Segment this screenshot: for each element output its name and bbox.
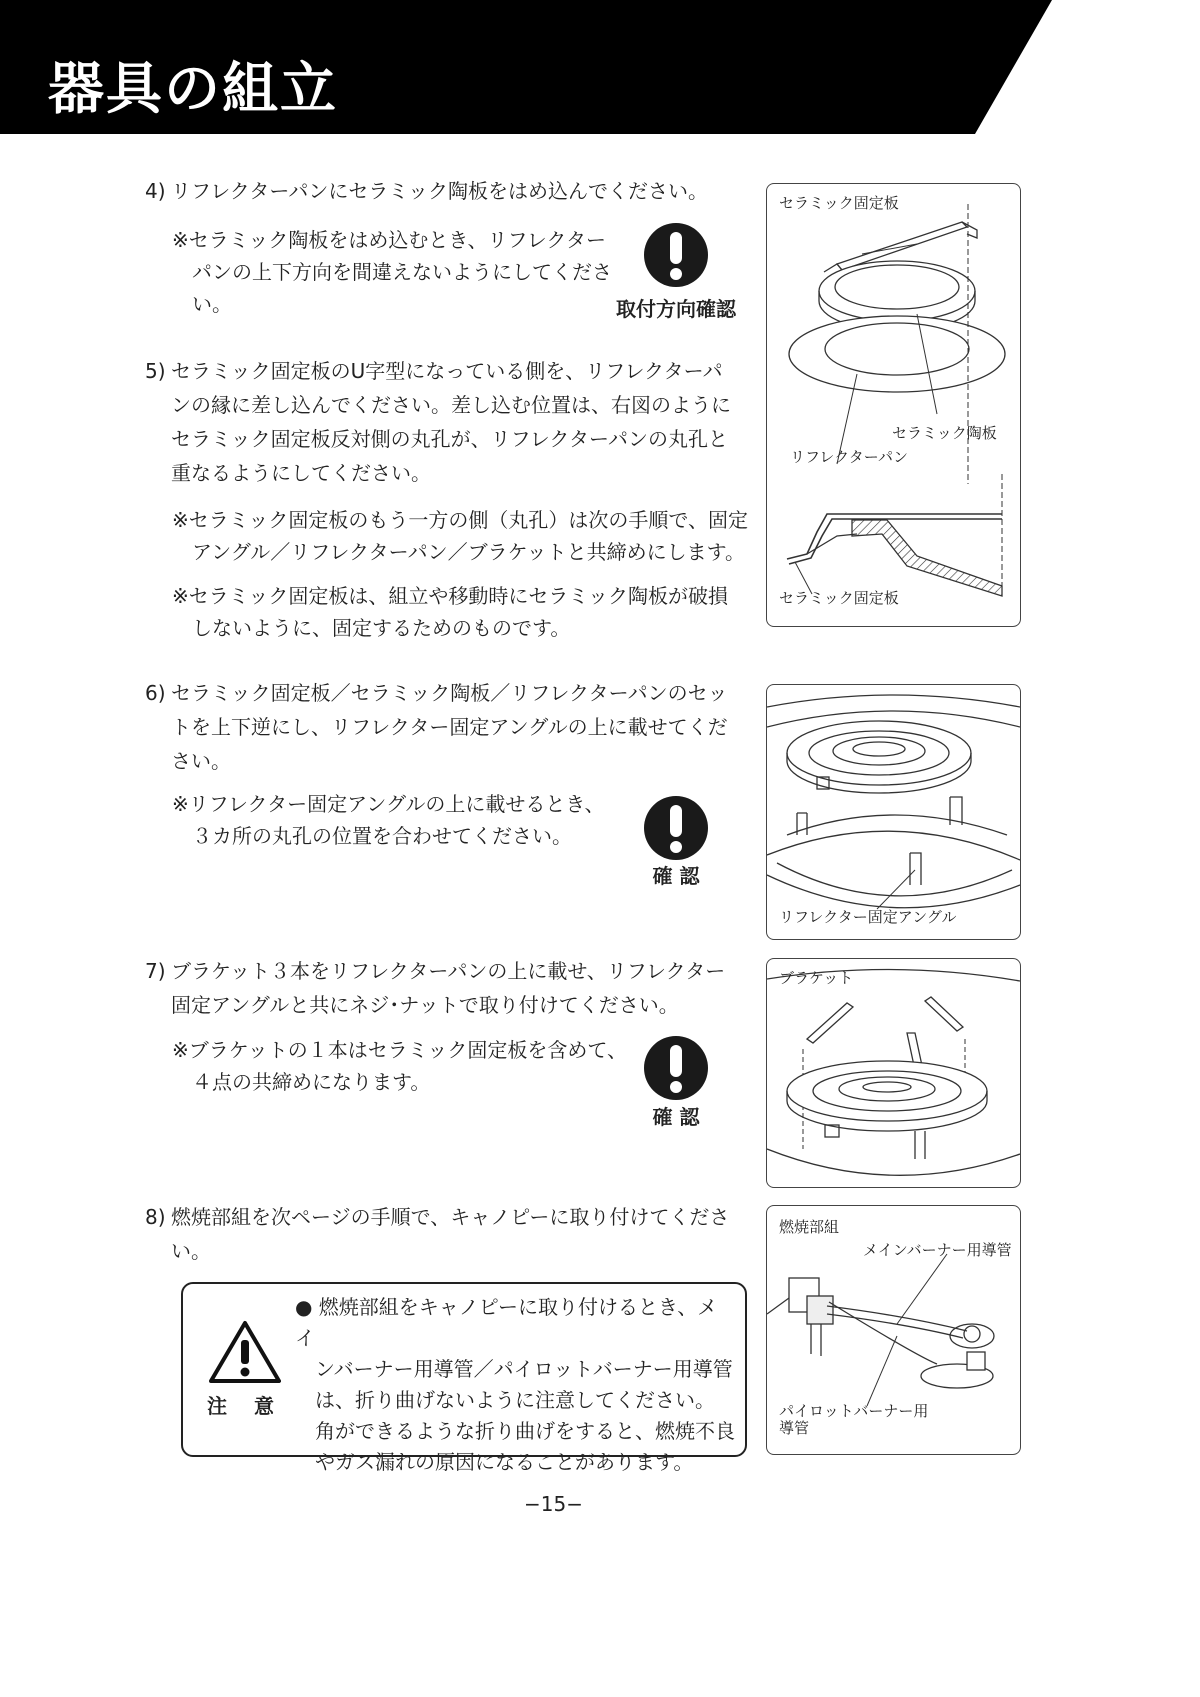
bracket-illustration: [767, 959, 1020, 1187]
step-line: ンの縁に差し込んでください。差し込む位置は、右図のように: [171, 393, 731, 417]
exclamation-icon: [643, 1035, 709, 1101]
figure-burner-assembly: [766, 1205, 1021, 1455]
step-line: トを上下逆にし、リフレクター固定アングルの上に載せてくだ: [171, 715, 728, 739]
step-6: [145, 676, 728, 778]
figure-label: セラミック固定板: [779, 589, 899, 607]
step-line: い。: [171, 1239, 211, 1263]
note-line: ４点の共締めになります。: [172, 1070, 431, 1094]
note-line: アングル／リフレクターパン／ブラケットと共締めにします。: [172, 540, 745, 564]
step-7: [145, 954, 725, 1022]
figure-bracket: [766, 958, 1021, 1188]
step-line: セラミック固定板のU字型になっている側を、リフレクターパ: [171, 359, 723, 383]
step-4: [145, 174, 708, 208]
note-line: ※セラミック陶板をはめ込むとき、リフレクター: [172, 228, 606, 252]
note-7: [172, 1034, 627, 1098]
ceramic-assembly-illustration: [767, 184, 1020, 626]
caution-line: ● 燃焼部組をキャノピーに取り付けるとき、メイ: [295, 1295, 718, 1350]
page-header: [0, 0, 1107, 134]
note-line: い。: [172, 292, 232, 316]
caution-line: 角ができるような折り曲げをすると、燃焼不良: [295, 1419, 735, 1443]
figure-label: メインバーナー用導管: [863, 1241, 1012, 1259]
step-line: 燃焼部組を次ページの手順で、キャノピーに取り付けてくださ: [171, 1205, 730, 1229]
warning-label: 確 認: [652, 864, 700, 888]
figure-ceramic-plate: [766, 183, 1021, 627]
caution-line: やガス漏れの原因になることがあります。: [295, 1450, 694, 1474]
note-5b: [172, 580, 728, 644]
warning-label: 確 認: [652, 1105, 700, 1129]
step-number: 4): [145, 179, 166, 203]
step-line: セラミック固定板反対側の丸孔が、リフレクターパンの丸孔と: [171, 427, 728, 451]
note-line: しないように、固定するためのものです。: [172, 616, 571, 640]
step-text: リフレクターパンにセラミック陶板をはめ込んでください。: [171, 179, 708, 203]
exclamation-icon: [643, 795, 709, 861]
warning-label: 取付方向確認: [616, 297, 736, 321]
note-line: パンの上下方向を間違えないようにしてくださ: [172, 260, 612, 284]
figure-label: パイロットバーナー用 導管: [779, 1402, 929, 1437]
step-number: 5): [145, 359, 166, 383]
note-line: ※ブラケットの１本はセラミック固定板を含めて、: [172, 1038, 627, 1062]
note-5a: [172, 504, 748, 568]
figure-label: リフレクターパン: [790, 448, 909, 466]
step-line: ブラケット３本をリフレクターパンの上に載せ、リフレクター: [171, 959, 726, 983]
figure-label: 燃焼部組: [779, 1218, 840, 1236]
caution-label: 注 意: [207, 1394, 284, 1418]
step-5: [145, 354, 731, 490]
note-line: ※セラミック固定板は、組立や移動時にセラミック陶板が破損: [172, 584, 728, 608]
note-line: ※セラミック固定板のもう一方の側（丸孔）は次の手順で、固定: [172, 508, 748, 532]
exclamation-icon: [643, 222, 709, 288]
page-title: 器具の組立: [48, 57, 338, 122]
caution-text: [295, 1292, 735, 1478]
step-number: 7): [145, 959, 166, 983]
figure-label: ブラケット: [779, 969, 854, 987]
step-number: 8): [145, 1205, 166, 1229]
figure-label: セラミック固定板: [779, 194, 899, 212]
step-line: セラミック固定板／セラミック陶板／リフレクターパンのセッ: [171, 681, 728, 705]
page-number: −15−: [524, 1492, 583, 1516]
step-line: さい。: [171, 749, 231, 773]
reflector-angle-illustration: [767, 685, 1020, 939]
step-line: 固定アングルと共にネジ･ナットで取り付けてください。: [171, 993, 679, 1017]
figure-label: リフレクター固定アングル: [779, 908, 957, 926]
caution-line: ンバーナー用導管／パイロットバーナー用導管: [295, 1357, 733, 1381]
note-4: [172, 224, 612, 320]
figure-label: セラミック陶板: [892, 424, 997, 442]
note-6: [172, 788, 605, 852]
warning-triangle-icon: [209, 1320, 281, 1384]
note-line: ※リフレクター固定アングルの上に載せるとき、: [172, 792, 605, 816]
note-line: ３カ所の丸孔の位置を合わせてください。: [172, 824, 572, 848]
figure-reflector-angle: [766, 684, 1021, 940]
step-8: [145, 1200, 729, 1268]
step-number: 6): [145, 681, 166, 705]
caution-box: [181, 1282, 747, 1474]
caution-line: は、折り曲げないように注意してください。: [295, 1388, 715, 1412]
step-line: 重なるようにしてください。: [171, 461, 431, 485]
